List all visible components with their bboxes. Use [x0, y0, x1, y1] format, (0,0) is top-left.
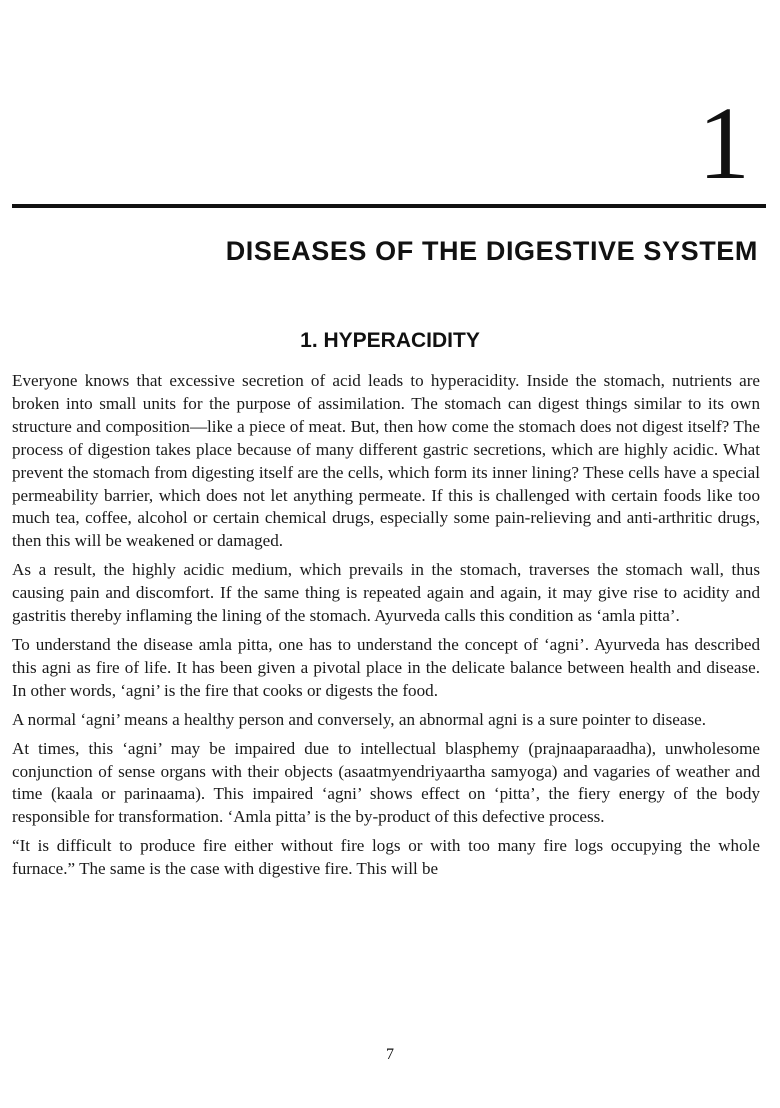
paragraph: Everyone knows that excessive secretion of acid leads to hyperacidity. Inside the stomach, nutrients are broken into small units for the purpose of assimilation. The stomach can digest things similar to its own structure and composition—like a piece of meat. But, then how come the stomach does not digest itself? The process of digestion takes place because of many different gastric secretions, which are highly acidic. What prevent the stomach from digesting itself are the cells, which form its inner lining? These cells have a special permeability barrier, which does not let anything permeate. If this is challenged with certain foods like too much tea, coffee, alcohol or certain chemical drugs, especially some pain-relieving and anti-arthritic drugs, then this will be weakened or damaged. — [12, 371, 760, 551]
paragraph: As a result, the highly acidic medium, which prevails in the stomach, traverses the stomach wall, thus causing pain and discomfort. If the same thing is repeated again and again, it may give rise to acidity and gastritis thereby inflaming the lining of the stomach. Ayurveda calls this condition as ‘amla pitta’. — [12, 560, 760, 626]
paragraph: At times, this ‘agni’ may be impaired due to intellectual blasphemy (prajnaaparaadha), unwholesome conjunction of sense organs with their objects (asaatmyendriyaartha samyoga) and vagaries of weather and time (kaala or parinaama). This impaired ‘agni’ shows effect on ‘pitta’, the fiery energy of the body responsible for transformation. ‘Amla pitta’ is the by-product of this defective process. — [12, 738, 760, 827]
paragraph: To understand the disease amla pitta, one has to understand the concept of ‘agni’. Ayurveda has described this agni as fire of life. It has been given a pivotal place in the delicate balance between health and disease. In other words, ‘agni’ is the fire that cooks or digests the food. — [12, 634, 760, 700]
chapter-divider-rule — [12, 204, 766, 208]
chapter-number: 1 — [698, 86, 750, 201]
body-text — [12, 370, 760, 887]
paragraph: “It is difficult to produce fire either without fire logs or with too many fire logs occupying the whole furnace.” The same is the case with digestive fire. This will be — [12, 836, 760, 879]
section-heading: 1. HYPERACIDITY — [300, 329, 480, 352]
paragraph: A normal ‘agni’ means a healthy person and conversely, an abnormal agni is a sure pointer to disease. — [12, 709, 706, 729]
page-number: 7 — [386, 1046, 394, 1063]
chapter-title: DISEASES OF THE DIGESTIVE SYSTEM — [225, 236, 758, 266]
